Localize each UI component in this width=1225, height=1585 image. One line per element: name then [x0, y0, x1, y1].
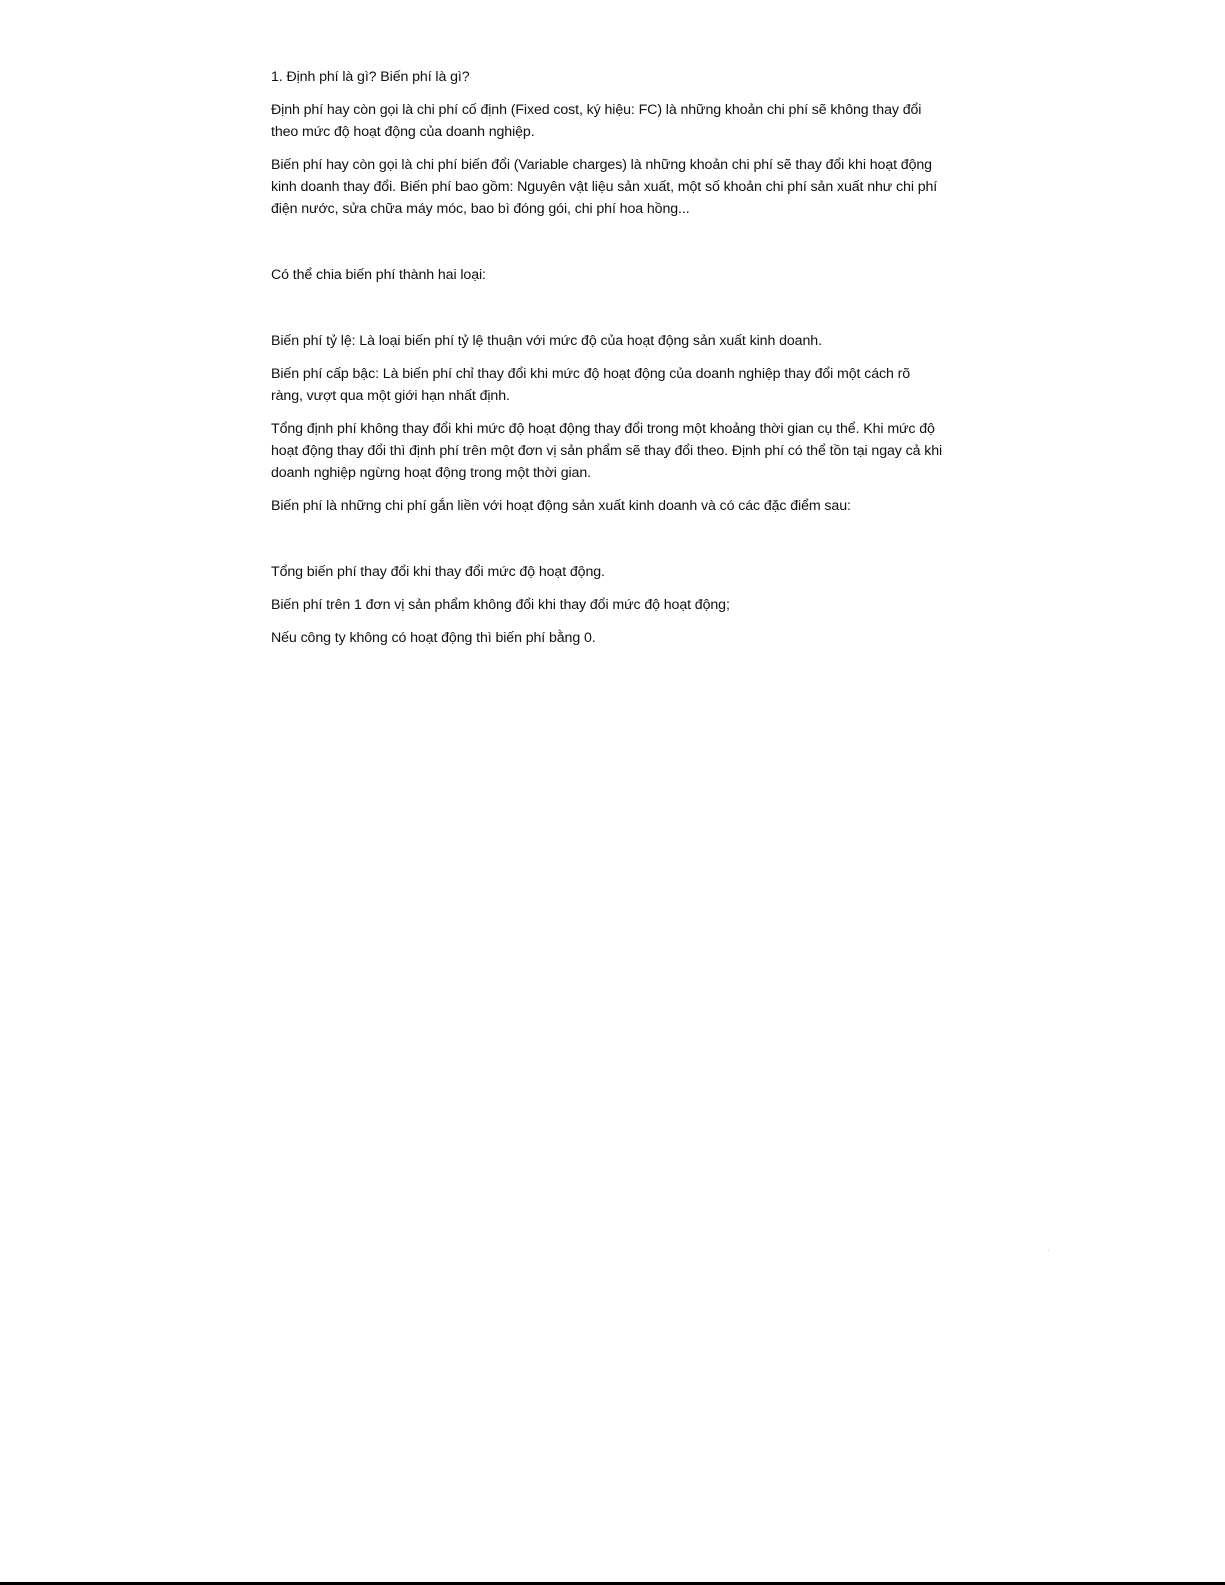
- paragraph-unit-variable-cost: Biến phí trên 1 đơn vị sản phẩm không đổi khi thay đổi mức độ hoạt động;: [271, 597, 730, 613]
- document-body: [271, 66, 943, 660]
- paragraph-variable-cost-characteristics: Biến phí là những chi phí gắn liền với hoạt động sản xuất kinh doanh và có các đặc điểm sau:: [271, 498, 851, 514]
- paragraph-total-variable-cost: Tổng biến phí thay đổi khi thay đổi mức độ hoạt động.: [271, 564, 605, 580]
- paragraph-step-variable-cost: Biến phí cấp bậc: Là biến phí chỉ thay đổi khi mức độ hoạt động của doanh nghiệp thay đổi một cách rõ ràng, vượt qua một giới hạn nhất định.: [271, 366, 911, 404]
- heading-question: 1. Định phí là gì? Biến phí là gì?: [271, 69, 470, 85]
- paragraph-zero-activity: Nếu công ty không có hoạt động thì biến phí bằng 0.: [271, 630, 596, 646]
- paragraph-proportional-variable-cost: Biến phí tỷ lệ: Là loại biến phí tỷ lệ thuận với mức độ của hoạt động sản xuất kinh doanh.: [271, 333, 822, 349]
- paragraph-variable-cost-definition: Biến phí hay còn gọi là chi phí biến đổi (Variable charges) là những khoản chi phí sẽ thay đổi khi hoạt động kinh doanh thay đổi. Biến phí bao gồm: Nguyên vật liệu sản xuất, một số khoản chi phí sản xuất như chi phí điện nước, sửa chữa máy móc, bao bì đóng gói, chi phí hoa hồng...: [271, 157, 938, 217]
- scan-speck: [1048, 1250, 1049, 1251]
- paragraph-fixed-cost-definition: Định phí hay còn gọi là chi phí cố định (Fixed cost, ký hiệu: FC) là những khoản chi phí sẽ không thay đổi theo mức độ hoạt động của doanh nghiệp.: [271, 102, 922, 140]
- paragraph-total-fixed-cost: Tổng định phí không thay đổi khi mức độ hoạt động thay đổi trong một khoảng thời gian cụ thể. Khi mức độ hoạt động thay đổi thì định phí trên một đơn vị sản phẩm sẽ thay đổi theo. Định phí có thể tồn tại ngay cả khi doanh nghiệp ngừng hoạt động trong một thời gian.: [271, 421, 943, 481]
- paragraph-variable-cost-types-intro: Có thể chia biến phí thành hai loại:: [271, 267, 486, 283]
